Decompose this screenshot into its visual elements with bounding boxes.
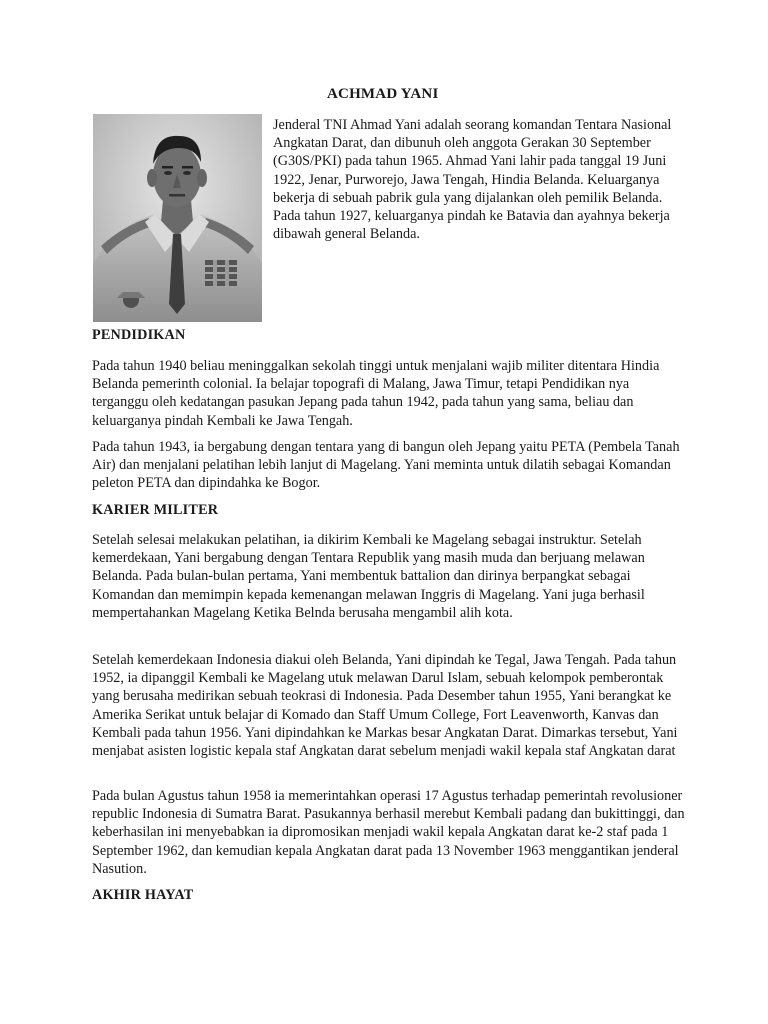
section-heading-pendidikan: PENDIDIKAN [92,327,186,343]
portrait-illustration [93,114,262,322]
karier-paragraph-1: Setelah selesai melakukan pelatihan, ia dikirim Kembali ke Magelang sebagai instruktur. Setelah kemerdekaan, Yani bergabung dengan Tentara Republik yang masih muda dan berjuang melawan Belanda. Pada bulan-bulan pertama, Yani membentuk battalion dan dirinya berpangkat sebagai Komandan dan memimpin kepada kemenangan melawan Inggris di Magelang. Yani juga berhasil mempertahankan Magelang Ketika Belnda berusaha mengambil alih kota. [92,532,645,621]
intro-paragraph: Jenderal TNI Ahmad Yani adalah seorang komandan Tentara Nasional Angkatan Darat, dan dibunuh oleh anggota Gerakan 30 September (G30S/PKI) pada tahun 1965. Ahmad Yani lahir pada tanggal 19 Juni 1922, Jenar, Purworejo, Jawa Tengah, Hindia Belanda. Keluarganya bekerja di sebuah pabrik gula yang dijalankan oleh pemilik Belanda. Pada tahun 1927, keluarganya pindah ke Batavia dan ayahnya bekerja dibawah general Belanda. [273,117,672,243]
pendidikan-paragraph-1: Pada tahun 1940 beliau meninggalkan sekolah tinggi untuk menjalani wajib militer ditentara Hindia Belanda pemerinth colonial. Ia belajar topografi di Malang, Jawa Timur, tetapi Pendidikan nya terganggu oleh kedatangan pasukan Jepang pada tahun 1942, pada tahun yang sama, beliau dan keluarganya pindah Kembali ke Jawa Tengah. [92,358,660,429]
karier-paragraph-3: Pada bulan Agustus tahun 1958 ia memerintahkan operasi 17 Agustus terhadap pemerintah revolusioner republic Indonesia di Sumatra Barat. Pasukannya berhasil merebut Kembali padang dan bukittinggi, dan keberhasilan ini menyebabkan ia dipromosikan menjadi wakil kepala Angkatan darat ke-2 staf pada 1 September 1962, dan kemudian kepala Angkatan darat pada 13 November 1963 menggantikan jenderal Nasution. [92,788,685,877]
portrait-photo [93,114,262,322]
section-heading-karier-militer: KARIER MILITER [92,502,219,518]
section-heading-akhir-hayat: AKHIR HAYAT [92,887,194,903]
pendidikan-paragraph-2: Pada tahun 1943, ia bergabung dengan tentara yang di bangun oleh Jepang yaitu PETA (Pembela Tanah Air) dan menjalani pelatihan lebih lanjut di Magelang. Yani meminta untuk dilatih sebagai Komandan peleton PETA dan dipindahka ke Bogor. [92,439,680,492]
karier-paragraph-2: Setelah kemerdekaan Indonesia diakui oleh Belanda, Yani dipindah ke Tegal, Jawa Tengah. Pada tahun 1952, ia dipanggil Kembali ke Magelang utuk melawan Darul Islam, sebuah kelompok pemberontak yang berusaha medirikan sebuah teokrasi di Indonesia. Pada Desember tahun 1955, Yani berangkat ke Amerika Serikat untuk belajar di Komado dan Staff Umum College, Fort Leavenworth, Kanvas dan Kembali pada tahun 1956. Yani dipindahkan ke Markas besar Angkatan Darat. Dimarkas tersebut, Yani menjabat asisten logistic kepala staf Angkatan darat sebelum menjadi wakil kepala staf Angkatan darat [92,652,678,760]
document-title: ACHMAD YANI [327,86,439,102]
